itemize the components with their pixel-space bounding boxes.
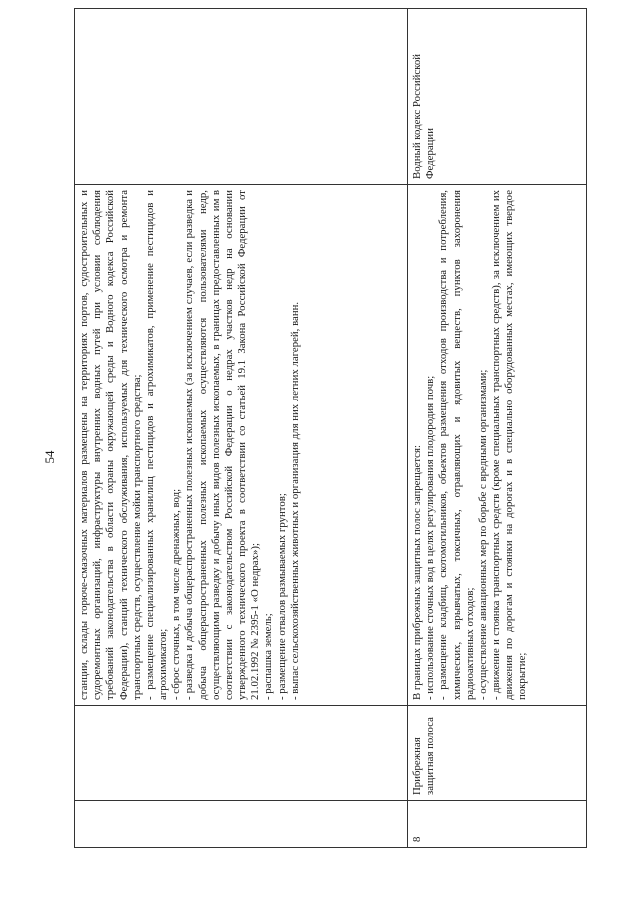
- restrictions-cell: [408, 185, 587, 706]
- table-row: [75, 9, 408, 848]
- restriction-line: - размещение кладбищ, скотомогильников, объектов размещения отходов производства и потребления, химических, взрывчатых, токсичных, отравляющих и ядовитых веществ, пунктов захоронения радиоактивных отходов;: [437, 190, 476, 700]
- restriction-line: - размещение отвалов размываемых грунтов;: [275, 493, 288, 700]
- restriction-line: - осуществление авиационных мер по борьбе с вредными организмами;: [476, 369, 489, 700]
- restriction-line: - использование сточных вод в целях регулирования плодородия почв;: [424, 375, 437, 700]
- regulations-table: [74, 8, 587, 848]
- restriction-line: - распашка земель;: [262, 613, 275, 700]
- restriction-line: - сброс сточных, в том числе дренажных, вод;: [170, 488, 183, 700]
- restriction-line: - разведка и добыча общераспространенных полезных ископаемых (за исключением случаев, если разведка и добыча общераспространенных полезных ископаемых осуществляются пользователями недр, осуществляющими разведку и добычу иных видов полезных ископаемых, в границах предоставленных им в соответствии с законодательством Российской Федерации о недрах участков недр на основании утвержденного технического проекта в соответствии со статьей 19.1 Закона Российской Федерации от 21.02.1992 № 2395-1 «О недрах»);: [183, 190, 262, 700]
- zone-name-cell: Прибрежная защитная полоса: [408, 706, 587, 801]
- restriction-line: - выпас сельскохозяйственных животных и организация для них летних лагерей, ванн.: [288, 301, 301, 700]
- legal-source-cell: Водный кодекс Российской Федерации: [408, 9, 587, 185]
- legal-source-cell: [75, 9, 408, 185]
- restriction-line: - размещение специализированных хранилищ пестицидов и агрохимикатов, применение пестицидов и агрохимикатов;: [143, 190, 170, 700]
- restriction-line: - движение и стоянка транспортных средств (кроме специальных транспортных средств), за исключением их движения по дорогам и стоянки на дорогах и в специально оборудованных местах, имеющих твердое покрытие;: [490, 190, 529, 700]
- zone-name-cell: [75, 706, 408, 801]
- row-number-cell: [75, 801, 408, 848]
- rotated-page-content: [74, 53, 586, 848]
- row-number-cell: 8: [408, 801, 587, 848]
- restriction-line: станции, склады горюче-смазочных материалов размещены на территориях портов, судостроительных и судоремонтных организаций, инфраструктуры внутренних водных путей при условии соблюдения требований законодательства в области охраны окружающей среды и Водного кодекса Российской Федерации), станций технического обслуживания, используемых для технического осмотра и ремонта транспортных средств, осуществление мойки транспортного средства;: [78, 190, 143, 700]
- restriction-line: В границах прибрежных защитных полос запрещается:: [411, 445, 423, 700]
- restrictions-cell: [75, 185, 408, 706]
- table-row: [408, 9, 587, 848]
- page-number: 54: [42, 450, 57, 464]
